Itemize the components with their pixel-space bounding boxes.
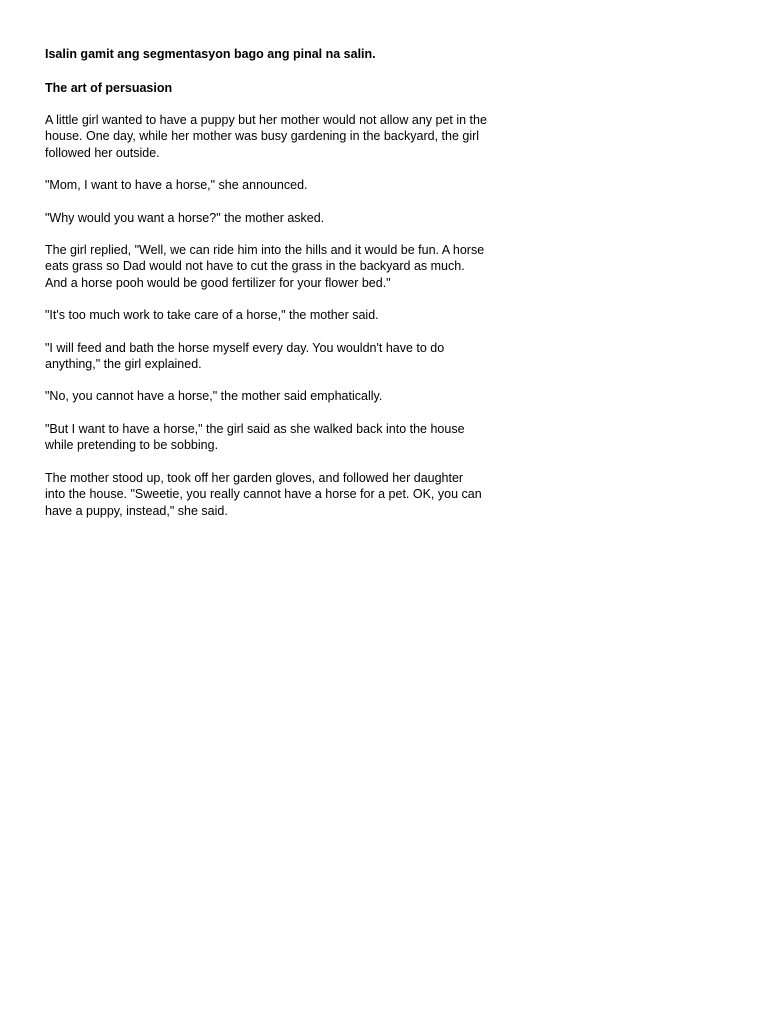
document-body — [45, 46, 545, 535]
text-line: house. One day, while her mother was busy gardening in the backyard, the girl — [45, 129, 480, 144]
paragraph — [45, 421, 545, 454]
story-title: The art of persuasion — [45, 81, 173, 95]
text-line: A little girl wanted to have a puppy but her mother would not allow any pet in the — [45, 113, 487, 127]
paragraph — [45, 340, 545, 373]
text-line: "But I want to have a horse," the girl said as she walked back into the house — [45, 421, 465, 436]
text-line: "It's too much work to take care of a horse," the mother said. — [45, 308, 379, 323]
text-line: "Why would you want a horse?" the mother asked. — [45, 210, 325, 225]
paragraph — [45, 307, 545, 323]
text-line: into the house. "Sweetie, you really cannot have a horse for a pet. OK, you can — [45, 487, 482, 502]
paragraph — [45, 388, 545, 404]
instruction-heading: Isalin gamit ang segmentasyon bago ang pinal na salin. — [45, 47, 376, 61]
text-line: "No, you cannot have a horse," the mother said emphatically. — [45, 389, 383, 404]
paragraph — [45, 112, 545, 161]
text-line: eats grass so Dad would not have to cut the grass in the backyard as much. — [45, 259, 465, 274]
text-line: "Mom, I want to have a horse," she announced. — [45, 178, 308, 193]
text-line: And a horse pooh would be good fertilizer for your flower bed." — [45, 275, 391, 290]
paragraph — [45, 177, 545, 193]
text-line: anything," the girl explained. — [45, 357, 202, 372]
paragraph — [45, 210, 545, 226]
text-line: while pretending to be sobbing. — [45, 438, 219, 453]
text-line: followed her outside. — [45, 145, 160, 160]
paragraph — [45, 242, 545, 291]
text-line: "I will feed and bath the horse myself every day. You wouldn't have to do — [45, 340, 445, 355]
paragraph — [45, 470, 545, 519]
text-line: have a puppy, instead," she said. — [45, 503, 228, 518]
text-line: The girl replied, "Well, we can ride him into the hills and it would be fun. A horse — [45, 243, 485, 258]
text-line: The mother stood up, took off her garden gloves, and followed her daughter — [45, 470, 464, 485]
